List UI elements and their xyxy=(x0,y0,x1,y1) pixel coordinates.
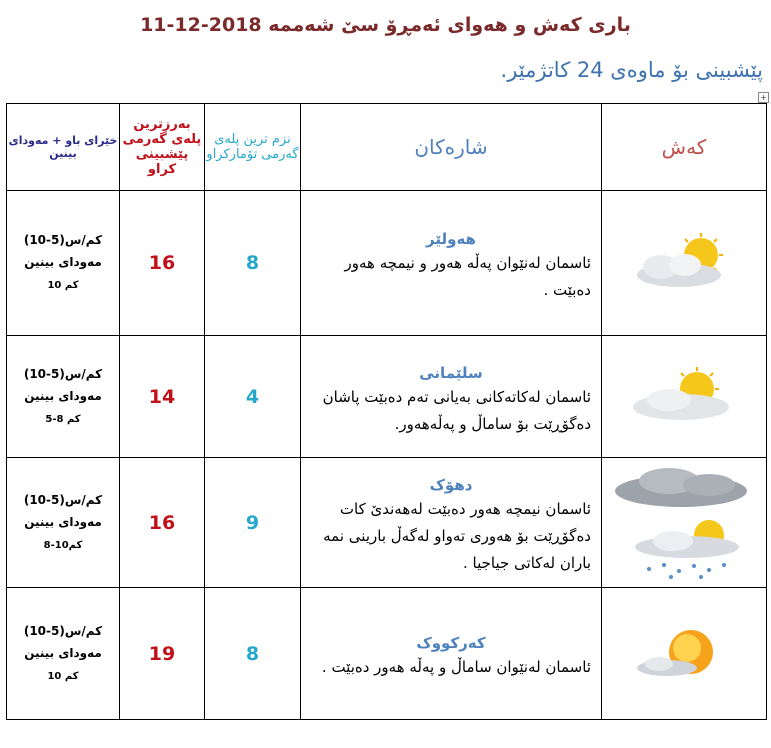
visibility-label: مەودای بینین xyxy=(24,645,102,660)
fog-sun-icon xyxy=(619,367,749,427)
visibility-value: 5-8 کم xyxy=(45,413,81,425)
max-temp: 16 xyxy=(120,458,205,588)
table-row xyxy=(7,458,767,588)
max-temp: 14 xyxy=(120,336,205,458)
visibility-label: مەودای بینین xyxy=(24,514,102,529)
wind-cell xyxy=(7,588,120,720)
visibility-value: 10 کم xyxy=(47,280,79,291)
min-temp: 8 xyxy=(205,191,301,336)
weather-icon-cell xyxy=(602,588,767,720)
header-min-temp: نزم ترین پلەی گەرمی تۆمارکراو xyxy=(205,104,301,191)
cloudy-rain-icon xyxy=(609,463,759,583)
visibility-value: 8-10کم xyxy=(43,539,83,551)
header-cities: شارەکان xyxy=(301,104,602,191)
city-cell xyxy=(301,588,602,720)
table-header-row xyxy=(7,104,767,191)
table-row xyxy=(7,336,767,458)
weather-icon-cell xyxy=(602,191,767,336)
weather-description: ئاسمان نیمچە هەور دەبێت لەهەندێ کات دەگۆڕێت بۆ هەوری تەواو لەگەڵ بارینی نمە باران لەکاتی جیاجیا . xyxy=(323,500,591,572)
city-name: سلێمانی xyxy=(419,363,483,382)
header-weather: کەش xyxy=(602,104,767,191)
city-cell xyxy=(301,458,602,588)
city-name: کەرکووک xyxy=(416,634,486,652)
min-temp: 4 xyxy=(205,336,301,458)
wind-speed: (10-5)کم/س xyxy=(23,366,103,381)
table-row xyxy=(7,191,767,336)
weather-description: ئاسمان لەکاتەکانی بەیانی تەم دەبێت پاشان دەگۆڕێت بۆ ساماڵ و پەڵەهەور. xyxy=(322,387,591,433)
visibility-value: 10 کم xyxy=(47,670,79,682)
table-row xyxy=(7,588,767,720)
visibility-label: مەودای بینین xyxy=(24,255,102,269)
min-temp: 8 xyxy=(205,588,301,720)
header-wind: خێرای باو + مەودای بینین xyxy=(7,104,120,191)
forecast-table xyxy=(6,103,767,720)
weather-description: ئاسمان لەنێوان پەڵە هەور و نیمچە هەور دەبێت . xyxy=(344,254,591,299)
page-title: باری کەش و هەوای ئەمڕۆ سێ شەممە 2018-12-11 xyxy=(140,14,631,36)
forecast-subtitle: پێشبینی بۆ ماوەی 24 کاتژمێر. xyxy=(500,58,763,82)
city-name: دهۆک xyxy=(429,476,473,494)
wind-speed: (10-5)کم/س xyxy=(23,233,103,247)
weather-icon-cell xyxy=(602,336,767,458)
min-temp: 9 xyxy=(205,458,301,588)
max-temp: 16 xyxy=(120,191,205,336)
weather-description: ئاسمان لەنێوان ساماڵ و پەڵە هەور دەبێت . xyxy=(321,658,591,676)
wind-speed: (10-5)کم/س xyxy=(23,623,103,638)
city-cell xyxy=(301,336,602,458)
max-temp: 19 xyxy=(120,588,205,720)
header-max-temp: بەرزترین پلەی گەرمی پێشبینی کراو xyxy=(120,104,205,191)
city-name: هەولێر xyxy=(426,230,476,248)
weather-icon-cell xyxy=(602,458,767,588)
visibility-label: مەودای بینین xyxy=(24,388,102,403)
sun-small-cloud-icon xyxy=(629,624,739,684)
partly-cloudy-icon xyxy=(619,233,749,293)
wind-speed: (10-5)کم/س xyxy=(23,492,103,507)
wind-cell xyxy=(7,458,120,588)
wind-cell xyxy=(7,336,120,458)
city-cell xyxy=(301,191,602,336)
table-move-handle[interactable]: + xyxy=(758,92,769,103)
wind-cell xyxy=(7,191,120,336)
